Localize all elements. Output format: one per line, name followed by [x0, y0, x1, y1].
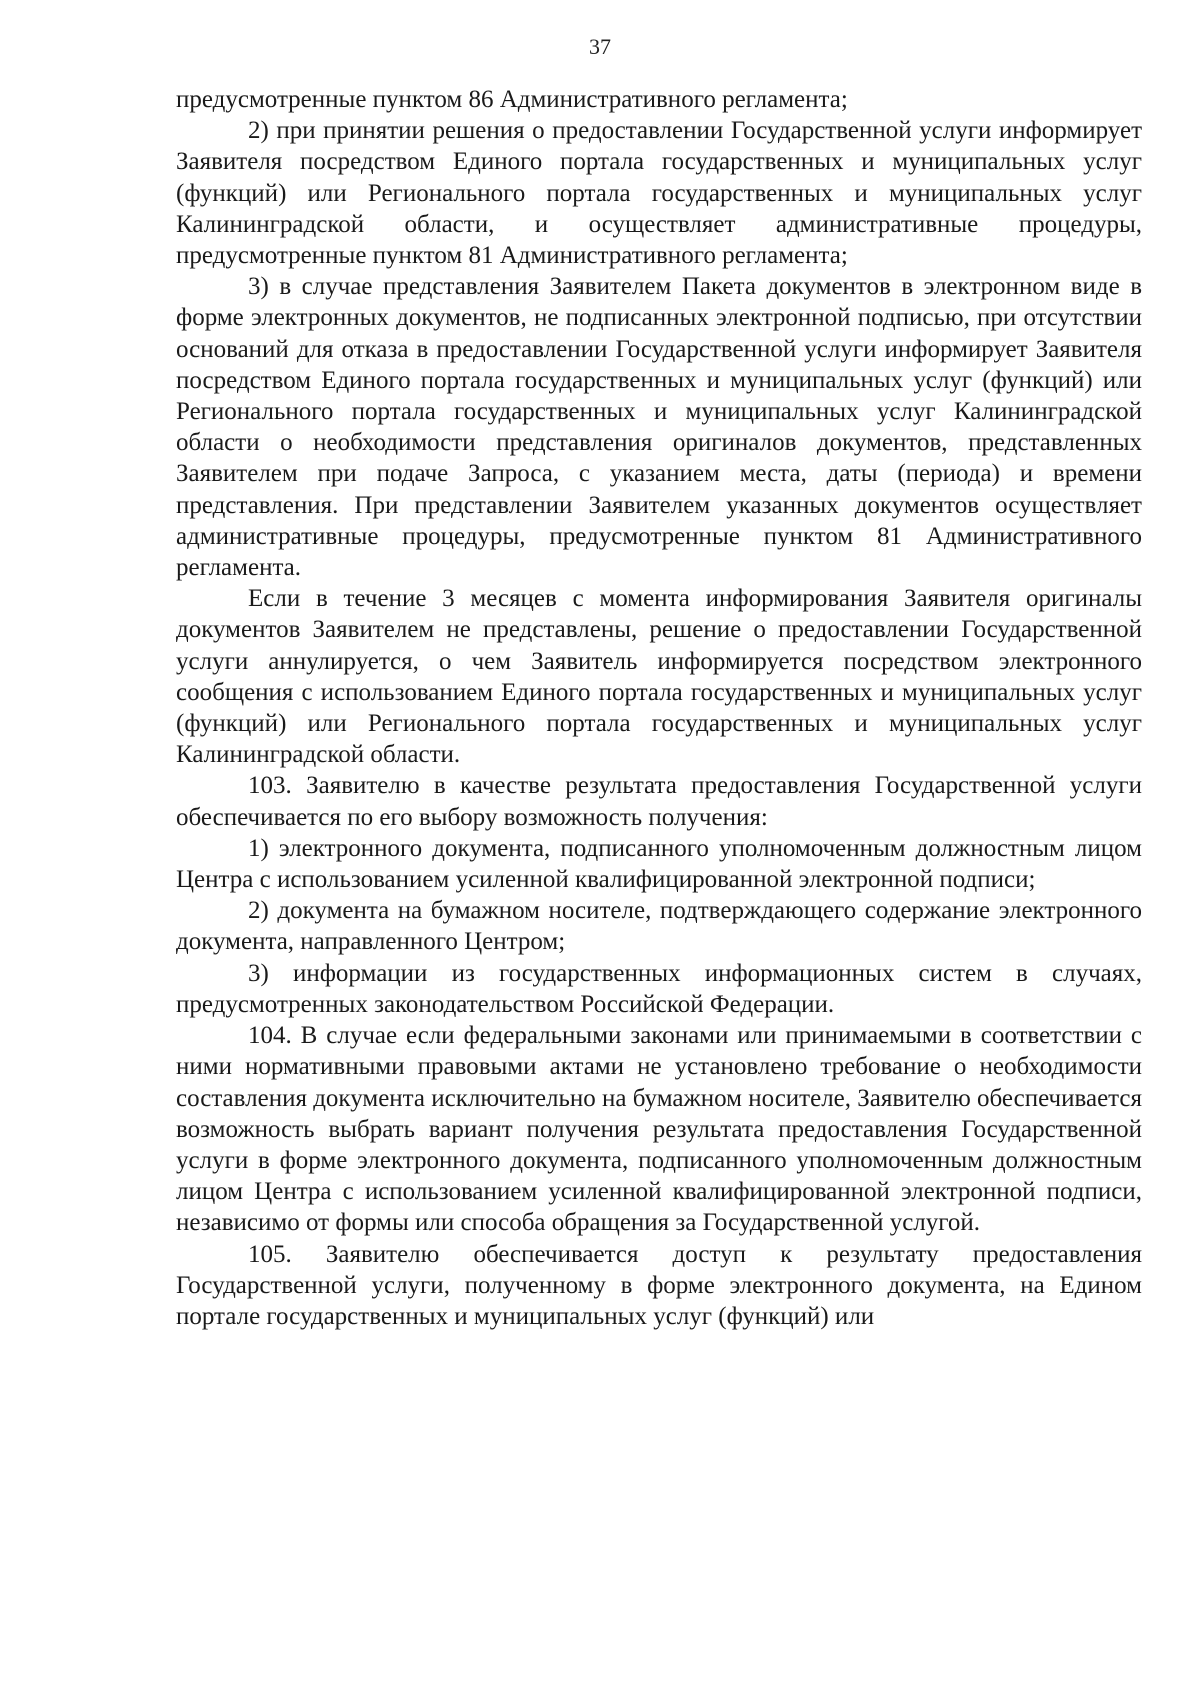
paragraph-103-item-3: 3) информации из государственных информационных систем в случаях, предусмотренных законодательством Российской Федерации. — [176, 959, 1142, 1018]
paragraph-105: 105. Заявителю обеспечивается доступ к результату предоставления Государственной услуги, полученному в форме электронного документа, на Едином портале государственных и муниципальных услуг (функций) или — [176, 1240, 1142, 1330]
paragraph-103-item-2: 2) документа на бумажном носителе, подтверждающего содержание электронного документа, направленного Центром; — [176, 897, 1142, 956]
paragraph-item-3: 3) в случае представления Заявителем Пакета документов в электронном виде в форме электронных документов, не подписанных электронной подписью, при отсутствии оснований для отказа в предоставлении Государственной услуги информирует Заявителя посредством Единого портала государственных и муниципальных услуг (функций) или Регионального портала государственных и муниципальных услуг Калининградской области о необходимости представления оригиналов документов, представленных Заявителем при подаче Запроса, с указанием места, даты (периода) и времени представления. При представлении Заявителем указанных документов осуществляет административные процедуры, предусмотренные пунктом 81 Административного регламента. — [176, 273, 1142, 582]
paragraph-103: 103. Заявителю в качестве результата предоставления Государственной услуги обеспечивается по его выбору возможность получения: — [176, 772, 1142, 831]
paragraph-104: 104. В случае если федеральными законами или принимаемыми в соответствии с ними нормативными правовыми актами не установлено требование о необходимости составления документа исключительно на бумажном носителе, Заявителю обеспечивается возможность выбрать вариант получения результата предоставления Государственной услуги в форме электронного документа, подписанного уполномоченным должностным лицом Центра с использованием усиленной квалифицированной электронной подписи, независимо от формы или способа обращения за Государственной услугой. — [176, 1022, 1143, 1237]
paragraph-item-2: 2) при принятии решения о предоставлении Государственной услуги информирует Заявителя посредством Единого портала государственных и муниципальных услуг (функций) или Регионального портала государственных и муниципальных услуг Калининградской области, и осуществляет административные процедуры, предусмотренные пунктом 81 Административного регламента; — [176, 117, 1142, 270]
page-number: 37 — [589, 34, 611, 59]
document-body — [176, 84, 1142, 1332]
paragraph-annulment: Если в течение 3 месяцев с момента информирования Заявителя оригиналы документов Заявителем не представлены, решение о предоставлении Государственной услуги аннулируется, о чем Заявитель информируется посредством электронного сообщения с использованием Единого портала государственных и муниципальных услуг (функций) или Регионального портала государственных и муниципальных услуг Калининградской области. — [176, 585, 1142, 769]
paragraph-continuation: предусмотренные пунктом 86 Административного регламента; — [176, 86, 848, 113]
paragraph-103-item-1: 1) электронного документа, подписанного уполномоченным должностным лицом Центра с использованием усиленной квалифицированной электронной подписи; — [176, 834, 1142, 894]
